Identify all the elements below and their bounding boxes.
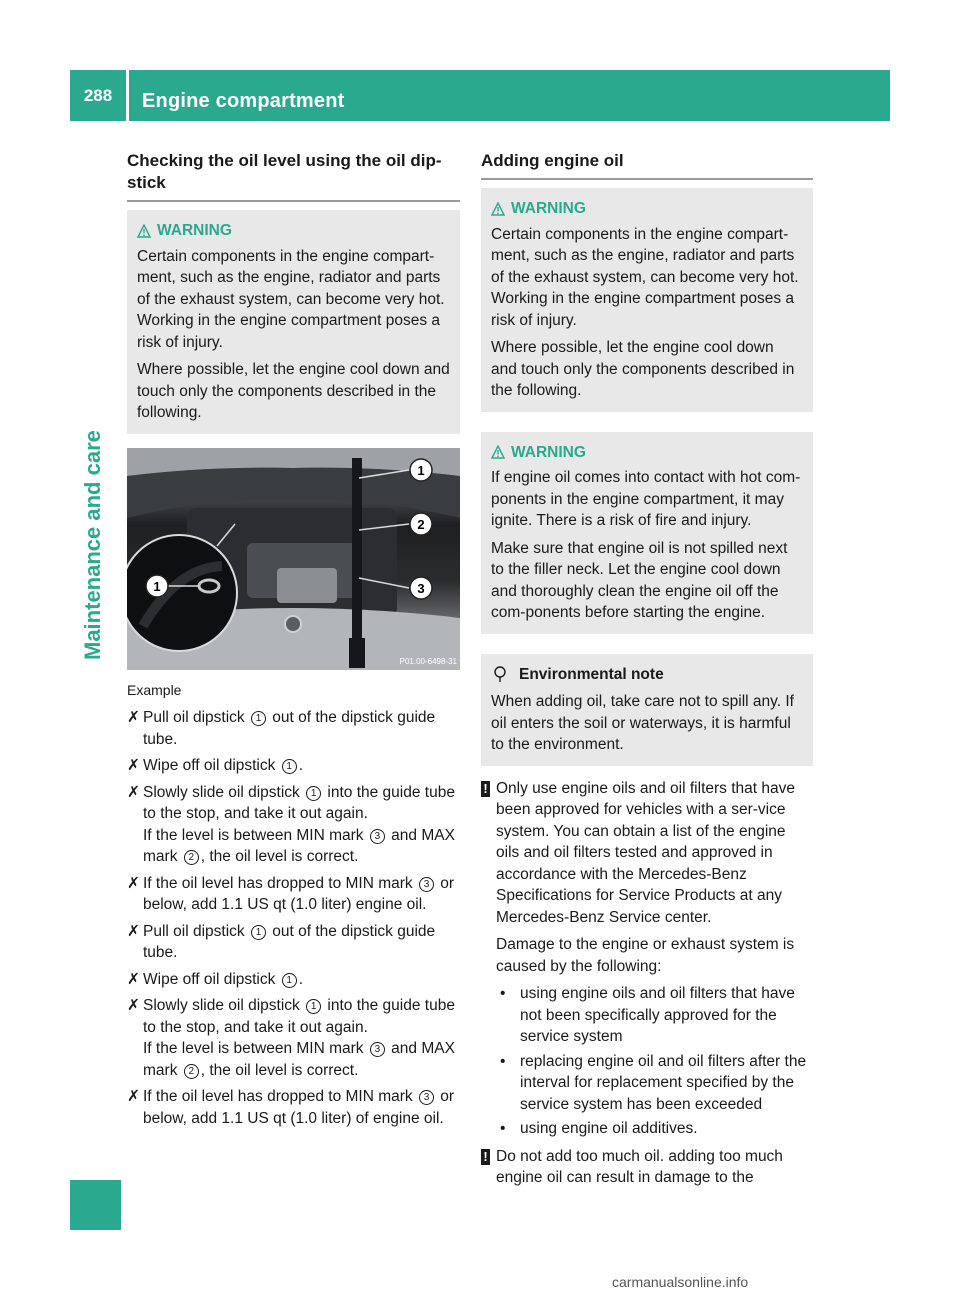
warning-box (481, 188, 813, 412)
warning-text: Certain components in the engine compart-ment, such as the engine, radiator and parts of the exhaust system, can become very hot. Working in the engine compartment poses a risk of injury. (491, 225, 799, 329)
step: ✗ Slowly slide oil dipstick 1 into the guide tube to the stop, and take it out again. If the level is between MIN mark 3 and MAX mark 2 , the oil level is correct. (127, 995, 460, 1081)
notice-icon: ! (481, 1149, 490, 1165)
level-note: If the level is between MIN mark 3 and MAX mark 2 , the oil level is correct. (143, 1040, 455, 1079)
page-number: 288 (83, 85, 113, 105)
warning-label: WARNING (511, 200, 586, 217)
arrow-icon: ✗ (127, 783, 140, 801)
side-label: Maintenance and care (80, 430, 105, 660)
leaf-icon (491, 665, 509, 683)
warning-text: Where possible, let the engine cool down and touch only the components described in the following. (137, 361, 450, 421)
right-column (481, 150, 813, 1195)
callout-1-zoom: 1 (153, 578, 161, 594)
level-note: If the level is between MIN mark 3 and MAX mark 2 , the oil level is correct. (143, 826, 455, 865)
callout-ref: 1 (251, 925, 266, 940)
warning-triangle-icon (137, 224, 151, 238)
step: ✗ Wipe off oil dipstick 1 . (127, 969, 460, 991)
step: ✗ Wipe off oil dipstick 1 . (127, 755, 460, 777)
header-divider (126, 70, 129, 121)
step: ✗ Pull oil dipstick 1 out of the dipstick guide tube. (127, 707, 460, 750)
notice-icon: ! (481, 781, 490, 797)
warning-heading (137, 220, 450, 242)
environmental-note (481, 654, 813, 766)
photo-caption: Example (127, 681, 182, 698)
callout-ref: 1 (282, 759, 297, 774)
arrow-icon: ✗ (127, 874, 140, 892)
warning-text: If engine oil comes into contact with hot com-ponents in the engine compartment, it may ignite. There is a risk of fire and injury. (491, 469, 801, 529)
left-column (127, 150, 460, 1129)
notice (481, 1146, 813, 1195)
callout-ref: 3 (419, 877, 434, 892)
arrow-icon: ✗ (127, 1088, 140, 1105)
step: ✗ Pull oil dipstick 1 out of the dipstick guide tube. (127, 921, 460, 964)
section-title-check: Checking the oil level using the oil dip- stick (127, 151, 442, 192)
callout-ref: 1 (306, 786, 321, 801)
warning-label: WARNING (511, 443, 586, 461)
warning-text: Where possible, let the engine cool down and touch only the components described in the following. (491, 339, 795, 399)
notice-text: Damage to the engine or exhaust system is caused by the following: (496, 936, 795, 975)
step: ✗ If the oil level has dropped to MIN mark 3 or below, add 1.1 US qt (1.0 liter) engine oil. (127, 873, 460, 916)
photo-code: P01.00-6498-31 (399, 656, 457, 666)
callout-ref: 1 (282, 973, 297, 988)
warning-text: Make sure that engine oil is not spilled next to the filler neck. Let the engine cool down and thoroughly clean the engine oil off the com-ponents before starting the engine. (491, 539, 788, 621)
callout-ref: 1 (306, 999, 321, 1014)
warning-triangle-icon (491, 445, 505, 459)
engine-photo-illustration (127, 448, 460, 670)
notice-text: Only use engine oils and oil filters that have been approved for vehicles with a ser-vice system. You can obtain a list of the engine oils and oil filters tested and approved in accordance with the Mercedes-Benz Specifications for Service Products at any Mercedes-Benz Service center. (496, 779, 795, 926)
warning-triangle-icon (491, 202, 505, 216)
title-rule (127, 200, 460, 202)
warning-box (127, 210, 460, 434)
warning-text: Certain components in the engine compart-ment, such as the engine, radiator and parts of the exhaust system, can become very hot. Working in the engine compartment poses a risk of injury. (137, 247, 445, 351)
list-item: • replacing engine oil and oil filters after the interval for replacement specified by the service system has been exceeded (500, 1052, 807, 1113)
callout-ref: 3 (419, 1090, 434, 1105)
title-rule (481, 178, 813, 180)
arrow-icon: ✗ (127, 922, 140, 940)
warning-label: WARNING (157, 222, 232, 239)
list-item: • using engine oils and oil filters that have not been specifically approved for the service system (500, 985, 795, 1045)
engine-photo (127, 448, 460, 670)
notice (481, 778, 813, 1140)
step: ✗ If the oil level has dropped to MIN mark 3 or below, add 1.1 US qt (1.0 liter) of engine oil. (127, 1086, 460, 1129)
arrow-icon: ✗ (127, 997, 140, 1014)
step: ✗ Slowly slide oil dipstick 1 into the guide tube to the stop, and take it out again. If the level is between MIN mark 3 and MAX mark 2 , the oil level is correct. (127, 782, 460, 868)
arrow-icon: ✗ (127, 970, 140, 988)
callout-3: 3 (417, 580, 425, 596)
warning-box (481, 432, 813, 634)
environmental-text: When adding oil, take care not to spill any. If oil enters the soil or waterways, it is harmful to the environment. (491, 693, 794, 753)
warning-heading (491, 198, 803, 220)
environmental-label: Environmental note (519, 665, 664, 683)
arrow-icon: ✗ (127, 757, 140, 774)
environmental-heading (491, 664, 803, 686)
watermark: carmanualsonline.info (612, 1274, 749, 1290)
side-tab (70, 1180, 121, 1230)
list-item: • using engine oil additives. (500, 1120, 698, 1137)
warning-heading (491, 442, 803, 464)
section-title-adding: Adding engine oil (481, 151, 624, 170)
callout-2: 2 (417, 516, 425, 532)
notice-text: Do not add too much oil. adding too much engine oil can result in damage to the (496, 1147, 783, 1186)
callout-1: 1 (417, 462, 425, 478)
arrow-icon: ✗ (127, 709, 140, 726)
page-title: Engine compartment (142, 90, 345, 112)
callout-ref: 1 (251, 711, 266, 726)
